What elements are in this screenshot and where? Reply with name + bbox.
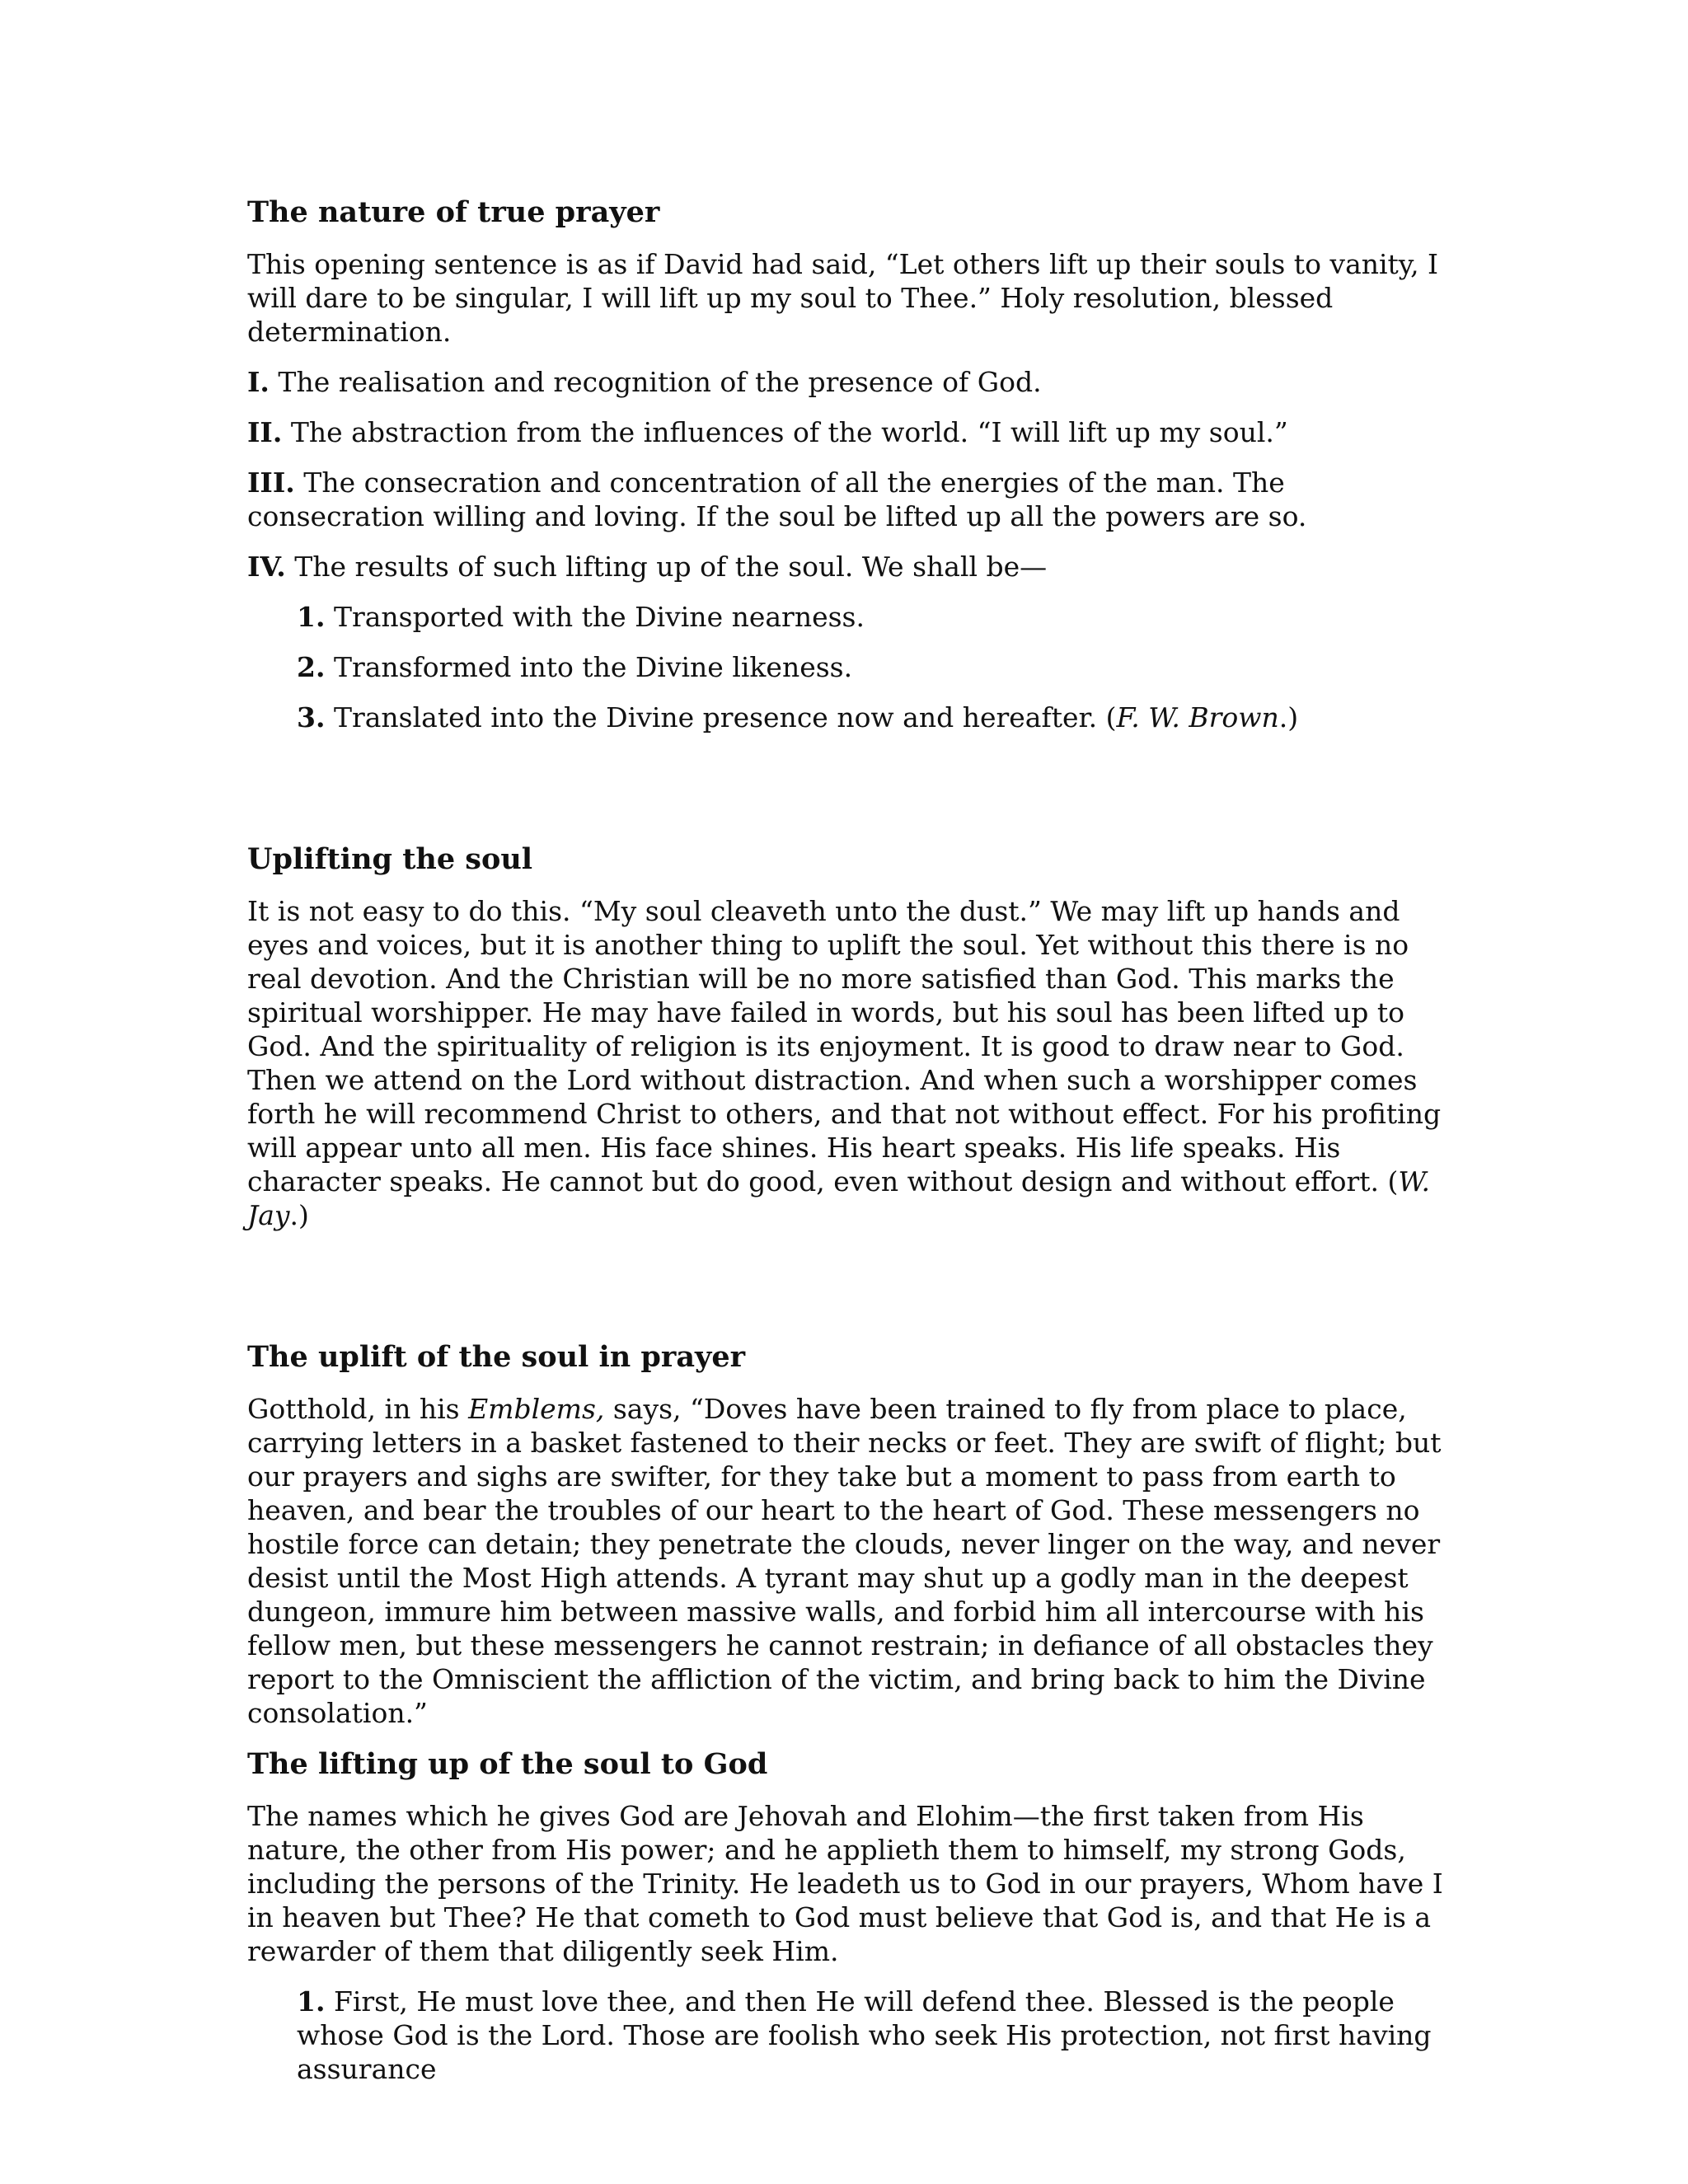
subpoint-text: Transformed into the Divine likeness. bbox=[325, 651, 853, 683]
subpoint-2 bbox=[247, 650, 1451, 684]
point-1 bbox=[247, 365, 1451, 399]
point-4 bbox=[247, 550, 1451, 583]
citation-closing: .) bbox=[1278, 701, 1299, 733]
point-marker: I. bbox=[247, 366, 270, 398]
subpoint-text: Translated into the Divine presence now and hereafter. ( bbox=[325, 701, 1117, 733]
point-text: The realisation and recognition of the presence of God. bbox=[269, 366, 1042, 398]
subpoint-marker: 1. bbox=[297, 1985, 326, 2018]
subpoint-3 bbox=[247, 701, 1451, 734]
section-intro: This opening sentence is as if David had said, “Let others lift up their souls to vanity, I will dare to be singular, I will lift up my soul to Thee.” Holy resolution, blessed determination. bbox=[247, 248, 1439, 348]
section-nature-of-true-prayer bbox=[247, 194, 1451, 734]
point-marker: III. bbox=[247, 466, 295, 499]
citation-closing: .) bbox=[289, 1199, 309, 1231]
book-title: Emblems, bbox=[468, 1393, 605, 1425]
body-text-rest: says, “Doves have been trained to fly from place to place, carrying letters in a basket fastened to their necks or feet. They are swift of flight; but our prayers and sighs are swifter, for they take but a moment to pass from earth to heaven, and bear the troubles of our heart to the heart of God. These messengers no hostile force can detain; they penetrate the clouds, never linger on the way, and never desist until the Most High attends. A tyrant may shut up a godly man in the deepest dungeon, immure him between massive walls, and forbid him all intercourse with his fellow men, but these messengers he cannot restrain; in defiance of all obstacles they report to the Omniscient the affliction of the victim, and bring back to him the Divine consolation.” bbox=[247, 1393, 1442, 1729]
point-2 bbox=[247, 415, 1451, 449]
author-citation: W. Jay bbox=[247, 1165, 1430, 1231]
section-body: The names which he gives God are Jehovah and Elohim—the first taken from His nature, the other from His power; and he applieth them to himself, my strong Gods, including the persons of the Trinity. He leadeth us to God in our prayers, Whom have I in heaven but Thee? He that cometh to God must believe that God is, and that He is a rewarder of them that diligently seek Him. bbox=[247, 1800, 1443, 1967]
point-text: The consecration and concentration of all the energies of the man. The consecration willing and loving. If the soul be lifted up all the powers are so. bbox=[247, 466, 1307, 532]
section-heading: The uplift of the soul in prayer bbox=[247, 1340, 746, 1374]
body-text: Gotthold, in his bbox=[247, 1393, 469, 1425]
subpoint-text: Transported with the Divine nearness. bbox=[325, 601, 865, 633]
point-text: The abstraction from the influences of the world. “I will lift up my soul.” bbox=[282, 416, 1288, 448]
section-lifting-up-to-god bbox=[247, 1746, 1451, 2086]
subpoint-marker: 3. bbox=[297, 701, 326, 733]
subpoint-text: First, He must love thee, and then He will defend thee. Blessed is the people whose God is the Lord. Those are foolish who seek His protection, not first having assurance bbox=[297, 1985, 1432, 2085]
subpoint-1 bbox=[247, 1985, 1451, 2086]
section-heading: The lifting up of the soul to God bbox=[247, 1747, 768, 1781]
section-spacer bbox=[247, 1249, 1451, 1339]
point-text: The results of such lifting up of the soul. We shall be— bbox=[285, 551, 1048, 583]
section-body bbox=[247, 894, 1451, 1232]
section-spacer bbox=[247, 751, 1451, 841]
subpoint-1 bbox=[247, 600, 1451, 634]
section-uplifting-the-soul bbox=[247, 841, 1451, 1232]
body-text: It is not easy to do this. “My soul cleaveth unto the dust.” We may lift up hands and eyes and voices, but it is another thing to uplift the soul. Yet without this there is no real devotion. And the Christian will be no more satisfied than God. This marks the spiritual worshipper. He may have failed in words, but his soul has been lifted up to God. And the spirituality of religion is its enjoyment. It is good to draw near to God. Then we attend on the Lord without distraction. And when such a worshipper comes forth he will recommend Christ to others, and that not without effect. For his profiting will appear unto all men. His face shines. His heart speaks. His life speaks. His character speaks. He cannot but do good, even without design and without effort. ( bbox=[247, 895, 1442, 1197]
point-marker: II. bbox=[247, 416, 283, 448]
subpoint-marker: 1. bbox=[297, 601, 326, 633]
point-3 bbox=[247, 466, 1451, 533]
section-heading: Uplifting the soul bbox=[247, 842, 533, 876]
section-heading: The nature of true prayer bbox=[247, 195, 660, 229]
subpoint-marker: 2. bbox=[297, 651, 326, 683]
author-citation: F. W. Brown bbox=[1116, 701, 1279, 733]
document-page bbox=[247, 194, 1451, 2102]
section-body bbox=[247, 1392, 1451, 1730]
section-uplift-in-prayer bbox=[247, 1339, 1451, 1730]
point-marker: IV. bbox=[247, 551, 286, 583]
